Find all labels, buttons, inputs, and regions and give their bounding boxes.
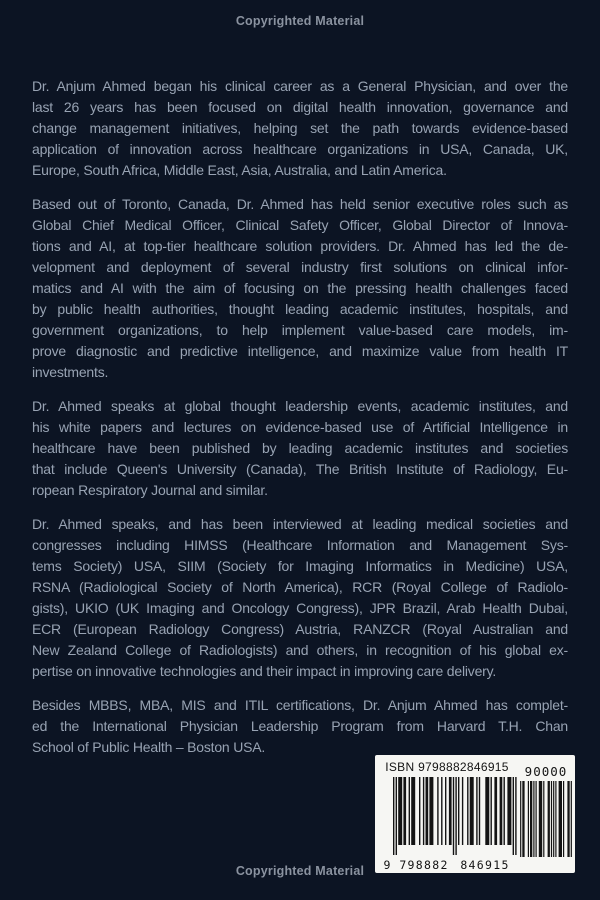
bio-line: ropean Respiratory Journal and similar. xyxy=(32,482,268,498)
bio-paragraph-4 xyxy=(32,514,568,682)
bio-line: Dr. Ahmed speaks at global thought leadership events, academic institutes, and xyxy=(32,398,568,414)
bio-line: change management initiatives, helping set the path towards evidence-based xyxy=(32,120,568,136)
bio-line: by public health authorities, thought leading academic institutes, hospitals, and xyxy=(32,301,568,317)
bio-paragraph-2 xyxy=(32,194,568,383)
bio-line: Dr. Ahmed speaks, and has been interviewed at leading medical societies and xyxy=(32,516,568,532)
copyright-notice-top: Copyrighted Material xyxy=(235,14,365,28)
bio-paragraph-5 xyxy=(32,695,568,758)
bio-line: New Zealand College of Radiologists) and others, in recognition of his global ex- xyxy=(32,642,568,658)
bio-line: tems Society) USA, SIIM (Society for Imaging Informatics in Medicine) USA, xyxy=(32,558,568,574)
bio-line: his white papers and lectures on evidence-based use of Artificial Intelligence in xyxy=(32,419,568,435)
bio-line: Europe, South Africa, Middle East, Asia, Australia, and Latin America. xyxy=(32,162,447,178)
bio-line: prove diagnostic and predictive intelligence, and maximize value from health IT xyxy=(32,343,568,359)
bio-line: Global Chief Medical Officer, Clinical Safety Officer, Global Director of Innova- xyxy=(32,217,568,233)
barcode-addon xyxy=(519,765,573,862)
bio-line: gists), UKIO (UK Imaging and Oncology Congress), JPR Brazil, Arab Health Dubai, xyxy=(32,600,568,616)
bio-line: Besides MBBS, MBA, MIS and ITIL certifications, Dr. Anjum Ahmed has complet- xyxy=(32,697,568,713)
bio-line: last 26 years has been focused on digital health innovation, governance and xyxy=(32,99,568,115)
bio-paragraph-3 xyxy=(32,396,568,501)
bio-line: congresses including HIMSS (Healthcare Information and Management Sys- xyxy=(32,537,568,553)
bio-line: ECR (European Radiology Congress) Austria, RANZCR (Royal Australian and xyxy=(32,621,568,637)
barcode-digits: 9 xyxy=(383,858,391,872)
bio-line: that include Queen's University (Canada), The British Institute of Radiology, Eu- xyxy=(32,461,568,477)
bio-line: ed the International Physician Leadership Program from Harvard T.H. Chan xyxy=(32,718,568,734)
bio-line: healthcare have been published by leading academic institutes and societies xyxy=(32,440,568,456)
bio-line: velopment and deployment of several industry first solutions on clinical infor- xyxy=(32,259,568,275)
barcode-digits: 798882 xyxy=(399,858,449,872)
addon-barcode xyxy=(519,781,573,862)
ean13-barcode xyxy=(383,777,519,873)
bio-line: investments. xyxy=(32,364,109,380)
bio-line: tions and AI, at top-tier healthcare solution providers. Dr. Ahmed has led the de- xyxy=(32,238,568,254)
barcode-digits: 846915 xyxy=(460,858,510,872)
author-bio xyxy=(32,76,568,771)
bio-line: Dr. Anjum Ahmed began his clinical career as a General Physician, and over the xyxy=(32,78,568,94)
bio-line: School of Public Health – Boston USA. xyxy=(32,739,266,755)
addon-price-code: 90000 xyxy=(524,764,568,779)
copyright-notice-bottom: Copyrighted Material xyxy=(235,864,365,878)
bio-line: government organizations, to help implement value-based care models, im- xyxy=(32,322,568,338)
bio-line: pertise on innovative technologies and their impact in improving care delivery. xyxy=(32,663,497,679)
isbn-label: ISBN 9798882846915 xyxy=(385,760,509,774)
bio-line: Based out of Toronto, Canada, Dr. Ahmed has held senior executive roles such as xyxy=(32,196,568,212)
bio-paragraph-1 xyxy=(32,76,568,181)
bio-line: RSNA (Radiological Society of North America), RCR (Royal College of Radiolo- xyxy=(32,579,568,595)
barcode-box xyxy=(375,755,575,873)
bio-line: application of innovation across healthcare organizations in USA, Canada, UK, xyxy=(32,141,568,157)
bio-line: matics and AI with the aim of focusing on the pressing health challenges faced xyxy=(32,280,568,296)
